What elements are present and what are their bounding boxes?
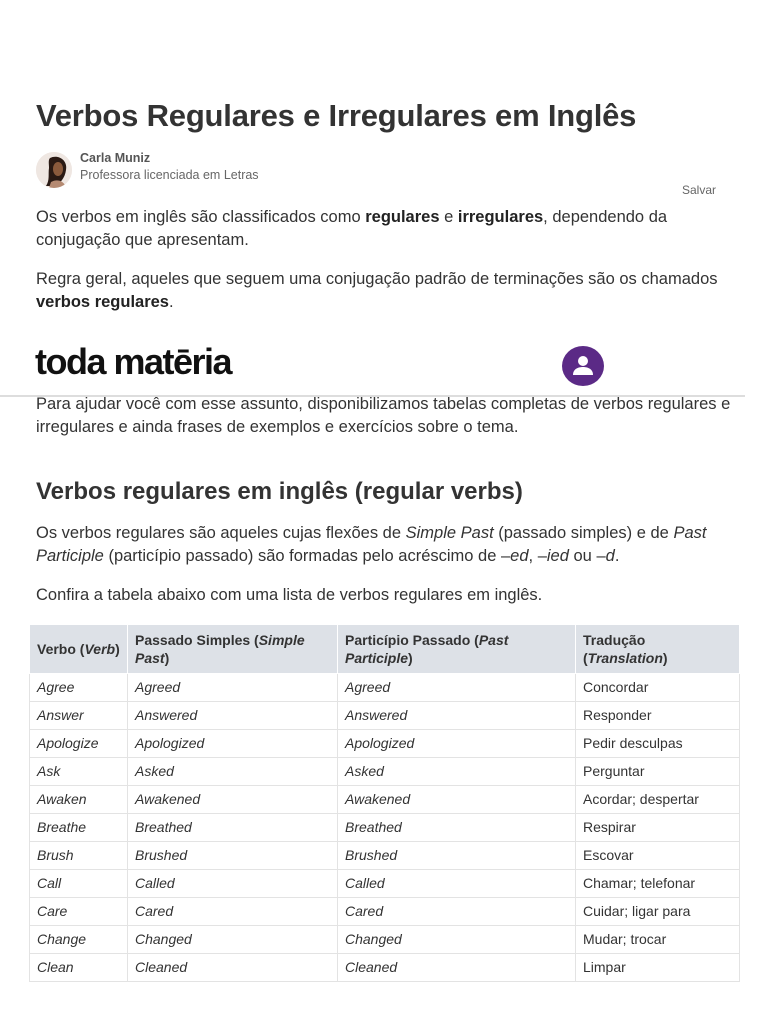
past-participle-cell: Apologized <box>338 730 576 758</box>
verb-cell: Care <box>30 898 128 926</box>
table-row <box>30 898 740 926</box>
header-simple-past: Passado Simples (Simple Past) <box>128 625 338 674</box>
past-participle-cell: Awakened <box>338 786 576 814</box>
verb-cell: Agree <box>30 674 128 702</box>
translation-cell: Acordar; despertar <box>576 786 740 814</box>
table-header-row <box>30 625 740 674</box>
section-title: Verbos regulares em inglês (regular verbs) <box>36 478 523 505</box>
simple-past-cell: Agreed <box>128 674 338 702</box>
simple-past-cell: Asked <box>128 758 338 786</box>
past-participle-cell: Cleaned <box>338 954 576 982</box>
table-row <box>30 786 740 814</box>
translation-cell: Chamar; telefonar <box>576 870 740 898</box>
header-past-participle: Particípio Passado (Past Participle) <box>338 625 576 674</box>
verb-cell: Call <box>30 870 128 898</box>
verb-cell: Awaken <box>30 786 128 814</box>
user-account-button[interactable] <box>562 346 604 386</box>
past-participle-cell: Agreed <box>338 674 576 702</box>
article-title: Verbos Regulares e Irregulares em Inglês <box>36 98 637 133</box>
table-row <box>30 926 740 954</box>
translation-cell: Escovar <box>576 842 740 870</box>
table-row <box>30 814 740 842</box>
simple-past-cell: Cleaned <box>128 954 338 982</box>
verb-cell: Ask <box>30 758 128 786</box>
verb-cell: Apologize <box>30 730 128 758</box>
translation-cell: Responder <box>576 702 740 730</box>
translation-cell: Pedir desculpas <box>576 730 740 758</box>
past-participle-cell: Called <box>338 870 576 898</box>
verb-cell: Brush <box>30 842 128 870</box>
section-paragraph-1: Os verbos regulares são aqueles cujas flexões de Simple Past (passado simples) e de Past Participle (particípio passado) são formadas pelo acréscimo de –ed, –ied ou –d. <box>36 524 707 565</box>
past-participle-cell: Answered <box>338 702 576 730</box>
table-row <box>30 730 740 758</box>
table-row <box>30 870 740 898</box>
translation-cell: Cuidar; ligar para <box>576 898 740 926</box>
simple-past-cell: Brushed <box>128 842 338 870</box>
translation-cell: Concordar <box>576 674 740 702</box>
simple-past-cell: Awakened <box>128 786 338 814</box>
avatar-portrait-icon <box>36 152 72 188</box>
author-avatar[interactable] <box>36 152 72 188</box>
table-row <box>30 758 740 786</box>
table-row <box>30 954 740 982</box>
past-participle-cell: Brushed <box>338 842 576 870</box>
past-participle-cell: Breathed <box>338 814 576 842</box>
simple-past-cell: Apologized <box>128 730 338 758</box>
section-paragraph-2: Confira a tabela abaixo com uma lista de verbos regulares em inglês. <box>36 586 543 604</box>
author-name[interactable]: Carla Muniz <box>80 151 151 165</box>
translation-cell: Perguntar <box>576 758 740 786</box>
translation-cell: Mudar; trocar <box>576 926 740 954</box>
intro-paragraph-1: Os verbos em inglês são classificados como regulares e irregulares, dependendo da conjugação que apresentam. <box>36 208 668 249</box>
intro-paragraph-2: Regra geral, aqueles que seguem uma conjugação padrão de terminações são os chamados verbos regulares. <box>36 270 718 311</box>
intro-paragraph-3: Para ajudar você com esse assunto, disponibilizamos tabelas completas de verbos regulares e irregulares e ainda frases de exemplos e exercícios sobre o tema. <box>36 395 731 436</box>
simple-past-cell: Breathed <box>128 814 338 842</box>
author-role: Professora licenciada em Letras <box>80 168 259 182</box>
table-row <box>30 674 740 702</box>
author-block[interactable] <box>36 152 259 188</box>
simple-past-cell: Answered <box>128 702 338 730</box>
toda-materia-logo[interactable]: toda matēria <box>35 341 232 382</box>
simple-past-cell: Changed <box>128 926 338 954</box>
simple-past-cell: Called <box>128 870 338 898</box>
translation-cell: Limpar <box>576 954 740 982</box>
past-participle-cell: Cared <box>338 898 576 926</box>
translation-cell: Respirar <box>576 814 740 842</box>
table-row <box>30 842 740 870</box>
header-verb: Verbo (Verb) <box>30 625 128 674</box>
verb-cell: Clean <box>30 954 128 982</box>
user-icon <box>562 346 604 386</box>
past-participle-cell: Asked <box>338 758 576 786</box>
table-row <box>30 702 740 730</box>
save-button[interactable]: Salvar <box>681 183 716 197</box>
verb-cell: Breathe <box>30 814 128 842</box>
simple-past-cell: Cared <box>128 898 338 926</box>
verb-cell: Change <box>30 926 128 954</box>
regular-verbs-table <box>29 624 740 982</box>
header-translation: Tradução (Translation) <box>576 625 740 674</box>
verb-cell: Answer <box>30 702 128 730</box>
past-participle-cell: Changed <box>338 926 576 954</box>
